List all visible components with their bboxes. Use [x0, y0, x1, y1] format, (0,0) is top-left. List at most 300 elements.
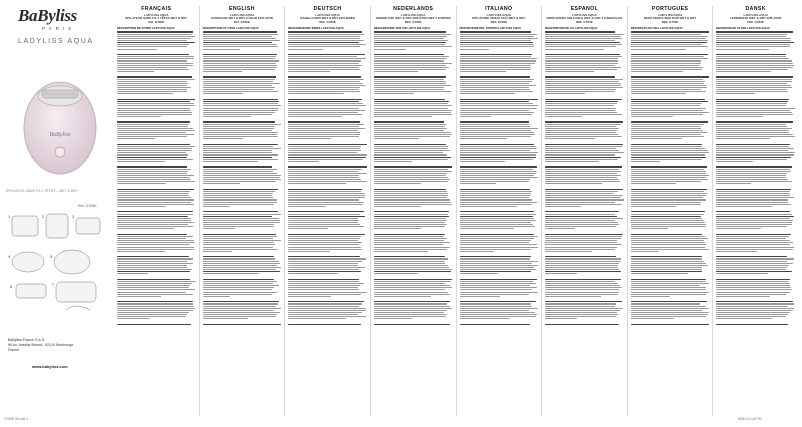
text-line	[545, 222, 618, 223]
text-line	[631, 108, 706, 109]
text-line	[460, 249, 531, 250]
paragraph-gap	[117, 253, 196, 255]
text-line	[117, 191, 190, 192]
text-line	[374, 289, 446, 290]
text-line	[460, 83, 529, 84]
accessories-illustration	[6, 210, 108, 320]
text-line	[631, 146, 702, 147]
section-title: BESCHREIBUNG IHRES LADYLISS AQUA	[288, 26, 344, 31]
text-line	[545, 56, 622, 57]
section-title: DESCRIPTION DE VOTRE LADYLISS AQUA	[117, 26, 175, 31]
text-line	[203, 324, 281, 325]
paragraph-gap	[117, 118, 196, 120]
text-line	[117, 267, 187, 268]
text-line	[374, 79, 444, 80]
text-line	[460, 220, 537, 221]
text-line	[545, 91, 615, 92]
text-line	[203, 171, 274, 172]
text-line	[631, 306, 706, 307]
text-line	[117, 173, 187, 174]
text-line	[288, 65, 362, 66]
text-line	[117, 240, 194, 241]
text-line	[117, 103, 194, 104]
text-line	[545, 81, 619, 82]
text-line	[716, 99, 788, 100]
text-line	[374, 81, 446, 82]
text-line	[460, 193, 532, 194]
text-line	[460, 310, 530, 311]
text-line	[117, 261, 187, 262]
text-line	[631, 36, 709, 37]
text-line	[631, 154, 705, 155]
text-line	[288, 157, 366, 158]
paragraph-gap	[374, 51, 453, 53]
text-line	[288, 114, 362, 115]
text-line	[460, 169, 534, 170]
paragraph-gap	[545, 253, 624, 255]
text-line	[374, 144, 446, 145]
text-line	[374, 132, 452, 133]
text-line	[545, 324, 619, 325]
text-line	[117, 81, 187, 82]
text-line	[117, 292, 186, 293]
text-line	[374, 283, 446, 284]
text-line	[374, 206, 421, 207]
text-line	[117, 199, 194, 200]
text-line	[545, 193, 614, 194]
text-line	[374, 87, 444, 88]
paragraph-gap	[545, 275, 624, 277]
text-line	[545, 136, 622, 137]
text-line	[631, 285, 700, 286]
text-line	[288, 42, 359, 43]
print-code-left: G765E 08.indd 1	[4, 417, 28, 421]
paragraph-gap	[288, 73, 367, 75]
text-line	[288, 242, 362, 243]
paragraph-gap	[460, 163, 539, 165]
paragraph-gap	[631, 51, 710, 53]
text-line	[203, 69, 275, 70]
text-line	[545, 173, 617, 174]
paragraph-gap	[460, 253, 539, 255]
text-line	[288, 236, 360, 237]
text-line	[288, 244, 359, 245]
paragraph-gap	[117, 163, 196, 165]
text-line	[288, 81, 360, 82]
text-line	[460, 292, 538, 293]
text-line	[117, 116, 161, 117]
text-line	[631, 110, 703, 111]
text-line	[117, 93, 173, 94]
text-line	[460, 175, 534, 176]
text-line	[117, 247, 194, 248]
text-line	[374, 71, 418, 72]
section-title: BESKRIVELSE AF DIN LADYLISS AQUA	[716, 26, 770, 31]
text-line	[545, 166, 622, 167]
text-line	[288, 175, 359, 176]
text-line	[460, 265, 538, 266]
text-line	[545, 67, 621, 68]
text-line	[374, 93, 414, 94]
text-line	[631, 240, 704, 241]
body-text	[203, 30, 282, 386]
text-line	[374, 38, 444, 39]
paragraph-gap	[288, 320, 367, 322]
text-line	[631, 128, 701, 129]
text-line	[374, 204, 453, 205]
column-heading: PORTUGUÊS	[651, 6, 689, 12]
column-espanol	[541, 6, 627, 416]
text-line	[117, 179, 191, 180]
text-line	[288, 116, 341, 117]
text-line	[374, 101, 449, 102]
text-line	[631, 265, 708, 266]
text-line	[117, 150, 192, 151]
text-line	[203, 242, 274, 243]
text-line	[631, 179, 708, 180]
text-line	[203, 134, 278, 135]
text-line	[545, 150, 619, 151]
text-line	[545, 316, 616, 317]
text-line	[288, 108, 359, 109]
text-line	[545, 171, 621, 172]
text-line	[631, 324, 709, 325]
text-line	[631, 204, 702, 205]
text-line	[716, 105, 786, 106]
text-line	[545, 204, 621, 205]
text-line	[288, 324, 360, 325]
text-line	[545, 132, 616, 133]
text-line	[716, 220, 792, 221]
print-code-right: 8/04/13 1:45 PM	[738, 417, 762, 421]
paragraph-gap	[716, 253, 795, 255]
text-line	[203, 42, 272, 43]
text-line	[288, 216, 365, 217]
text-line	[203, 281, 278, 282]
text-line	[631, 49, 687, 50]
text-line	[374, 222, 445, 223]
paragraph-gap	[374, 95, 453, 97]
text-line	[631, 234, 702, 235]
text-line	[203, 169, 277, 170]
text-line	[203, 44, 278, 45]
text-line	[288, 91, 360, 92]
text-line	[117, 238, 186, 239]
text-line	[716, 244, 790, 245]
text-line	[716, 93, 755, 94]
svg-text:1: 1	[8, 214, 11, 219]
text-line	[117, 34, 192, 35]
paragraph-gap	[374, 185, 453, 187]
text-line	[716, 224, 792, 225]
section-title: DESCRIÇÃO DO SEU LADYLISS AQUA	[630, 26, 683, 31]
text-line	[203, 240, 281, 241]
text-line	[460, 112, 534, 113]
text-line	[460, 87, 529, 88]
text-line	[716, 56, 786, 57]
text-line	[374, 34, 451, 35]
text-line	[374, 197, 447, 198]
text-line	[374, 65, 447, 66]
text-line	[203, 318, 249, 319]
text-line	[117, 36, 195, 37]
text-line	[631, 150, 709, 151]
text-line	[716, 116, 763, 117]
text-line	[631, 191, 704, 192]
text-line	[460, 34, 538, 35]
text-line	[374, 226, 445, 227]
company-address	[8, 338, 108, 352]
brand-name: BaByliss	[18, 6, 78, 25]
cover-panel	[0, 0, 112, 427]
text-line	[117, 76, 192, 77]
text-line	[374, 177, 449, 178]
text-line	[631, 236, 706, 237]
text-line	[374, 58, 447, 59]
text-line	[288, 251, 329, 252]
paragraph-gap	[716, 140, 795, 142]
text-line	[631, 103, 702, 104]
text-line	[117, 216, 188, 217]
text-line	[631, 247, 706, 248]
text-line	[374, 146, 448, 147]
text-line	[203, 236, 277, 237]
paragraph-gap	[288, 185, 367, 187]
text-line	[460, 136, 532, 137]
text-line	[545, 234, 622, 235]
text-line	[716, 124, 786, 125]
svg-text:6: 6	[10, 284, 13, 289]
text-line	[716, 251, 756, 252]
text-line	[374, 193, 448, 194]
text-line	[545, 101, 618, 102]
text-line	[716, 60, 792, 61]
text-line	[460, 79, 534, 80]
text-line	[288, 271, 360, 272]
text-line	[631, 318, 675, 319]
text-line	[288, 150, 361, 151]
text-line	[374, 44, 445, 45]
text-line	[545, 89, 616, 90]
text-line	[631, 89, 702, 90]
text-line	[117, 175, 194, 176]
section-title: BESCHRIJVING VAN UW LADYLISS AQUA	[373, 26, 431, 31]
text-line	[288, 181, 366, 182]
text-line	[460, 199, 533, 200]
text-line	[288, 204, 363, 205]
paragraph-gap	[545, 163, 624, 165]
text-line	[460, 256, 531, 257]
text-line	[716, 202, 787, 203]
text-line	[117, 166, 187, 167]
text-line	[460, 121, 530, 122]
paragraph-gap	[716, 95, 795, 97]
text-line	[288, 49, 323, 50]
text-line	[631, 126, 702, 127]
text-line	[545, 152, 624, 153]
text-line	[545, 114, 622, 115]
text-line	[460, 236, 538, 237]
text-line	[117, 38, 191, 39]
text-line	[288, 152, 357, 153]
text-line	[460, 271, 532, 272]
text-line	[545, 267, 618, 268]
text-line	[460, 204, 533, 205]
text-line	[117, 287, 189, 288]
text-line	[631, 34, 701, 35]
text-line	[203, 220, 280, 221]
text-line	[631, 316, 706, 317]
text-line	[117, 242, 195, 243]
paragraph-gap	[288, 118, 367, 120]
text-line	[203, 202, 278, 203]
text-line	[288, 105, 366, 106]
paragraph-gap	[203, 275, 282, 277]
text-line	[716, 273, 767, 274]
paragraph-gap	[716, 118, 795, 120]
company-line: BaByliss France S.A.S.	[8, 338, 46, 342]
text-line	[117, 271, 190, 272]
text-line	[288, 294, 361, 295]
text-line	[716, 126, 786, 127]
text-line	[288, 218, 358, 219]
text-line	[288, 148, 360, 149]
paragraph-gap	[117, 230, 196, 232]
paragraph-gap	[288, 51, 367, 53]
text-line	[460, 294, 529, 295]
text-line	[117, 204, 194, 205]
text-line	[203, 289, 272, 290]
text-line	[460, 124, 529, 125]
text-line	[716, 228, 760, 229]
text-line	[460, 195, 531, 196]
text-line	[716, 128, 791, 129]
text-line	[117, 63, 193, 64]
text-line	[374, 247, 450, 248]
text-line	[203, 301, 279, 302]
text-line	[288, 310, 365, 311]
text-line	[374, 265, 448, 266]
text-line	[545, 292, 618, 293]
text-line	[374, 159, 448, 160]
text-line	[117, 269, 192, 270]
paragraph-gap	[545, 95, 624, 97]
text-line	[203, 101, 280, 102]
text-line	[288, 224, 360, 225]
text-line	[545, 103, 617, 104]
column-subheading: LADYLISS AQUA DEPILADORA SEM FIOS WET & DRY REF. G765E	[643, 13, 697, 24]
text-line	[460, 85, 536, 86]
text-line	[545, 183, 602, 184]
text-line	[716, 40, 791, 41]
text-line	[374, 69, 446, 70]
text-line	[545, 206, 581, 207]
text-line	[631, 166, 707, 167]
text-line	[117, 310, 193, 311]
text-line	[288, 60, 361, 61]
text-line	[545, 202, 614, 203]
text-line	[203, 83, 280, 84]
text-line	[117, 228, 174, 229]
text-line	[460, 191, 533, 192]
svg-text:4: 4	[8, 254, 11, 259]
text-line	[631, 312, 709, 313]
text-line	[117, 121, 190, 122]
svg-text:7: 7	[52, 282, 55, 287]
text-line	[203, 103, 279, 104]
text-line	[203, 199, 277, 200]
text-line	[288, 249, 362, 250]
text-line	[716, 199, 787, 200]
text-line	[117, 263, 193, 264]
text-line	[545, 271, 621, 272]
text-line	[545, 314, 618, 315]
text-line	[631, 195, 707, 196]
text-line	[716, 292, 789, 293]
text-line	[374, 228, 421, 229]
text-line	[374, 67, 450, 68]
text-line	[203, 249, 279, 250]
text-line	[288, 258, 366, 259]
text-line	[716, 36, 786, 37]
text-line	[203, 40, 281, 41]
text-line	[460, 42, 533, 43]
text-line	[117, 124, 189, 125]
text-line	[460, 301, 536, 302]
text-line	[545, 157, 621, 158]
text-line	[203, 112, 275, 113]
paragraph-gap	[374, 118, 453, 120]
text-line	[117, 65, 193, 66]
text-line	[460, 267, 534, 268]
column-portugues	[627, 6, 713, 416]
paragraph-gap	[631, 275, 710, 277]
text-line	[545, 195, 623, 196]
text-line	[716, 222, 791, 223]
text-line	[716, 150, 788, 151]
text-line	[203, 126, 274, 127]
text-line	[545, 306, 614, 307]
text-line	[117, 281, 196, 282]
text-line	[117, 157, 187, 158]
text-line	[716, 136, 794, 137]
text-line	[374, 148, 449, 149]
text-line	[631, 206, 677, 207]
website-link[interactable]: www.babyliss.com	[32, 364, 68, 369]
text-line	[374, 308, 452, 309]
text-line	[631, 283, 709, 284]
text-line	[374, 238, 447, 239]
paragraph-gap	[117, 275, 196, 277]
paragraph-gap	[374, 275, 453, 277]
text-line	[631, 289, 706, 290]
text-line	[716, 226, 787, 227]
text-line	[203, 110, 278, 111]
text-line	[288, 226, 364, 227]
text-line	[374, 152, 443, 153]
text-line	[117, 136, 187, 137]
text-line	[631, 148, 705, 149]
text-line	[631, 314, 708, 315]
text-line	[716, 289, 792, 290]
text-line	[545, 238, 621, 239]
text-line	[460, 202, 538, 203]
text-line	[460, 269, 536, 270]
text-line	[716, 240, 790, 241]
text-line	[117, 44, 189, 45]
text-line	[460, 244, 538, 245]
paragraph-gap	[203, 118, 282, 120]
